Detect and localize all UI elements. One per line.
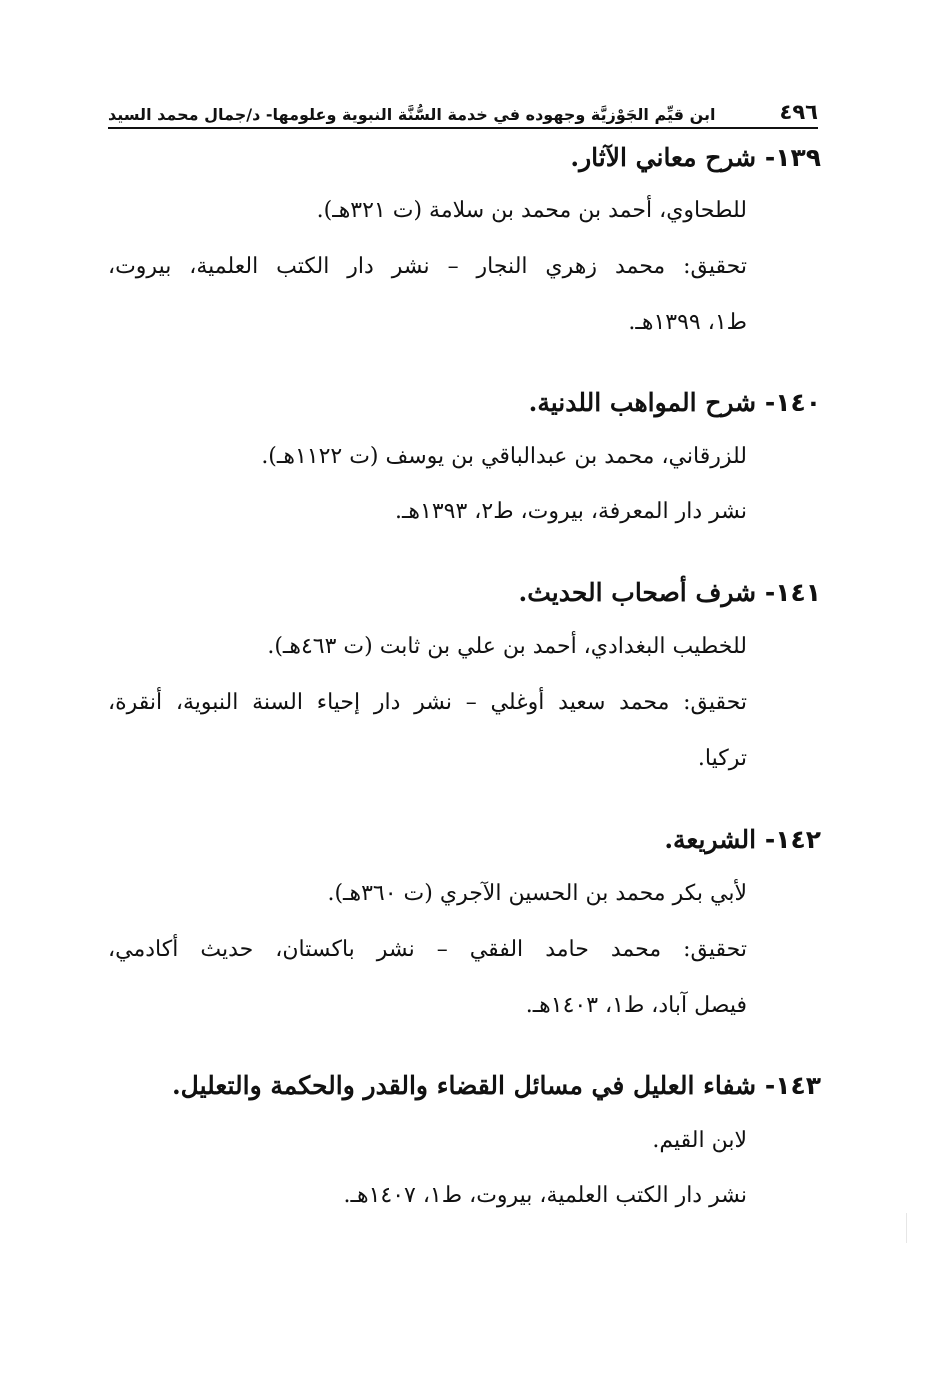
entry-title xyxy=(570,143,821,172)
entry-number: ١٤١- xyxy=(764,578,821,607)
entry-title xyxy=(519,578,821,607)
page-header xyxy=(108,93,818,129)
entry-line: للخطيب البغدادي، أحمد بن علي بن ثابت (ت ٤٦٣هـ). xyxy=(267,634,747,659)
entry-line: للزرقاني، محمد بن عبدالباقي بن يوسف (ت ١١٢٢هـ). xyxy=(261,444,747,469)
entry-line: نشر دار المعرفة، بيروت، ط٢، ١٣٩٣هـ. xyxy=(394,499,747,524)
entry-line: تحقيق: محمد زهري النجار – نشر دار الكتب العلمية، بيروت، xyxy=(108,254,747,279)
page-number: ٤٩٦ xyxy=(779,100,818,124)
entry-line: للطحاوي، أحمد بن محمد بن سلامة (ت ٣٢١هـ). xyxy=(316,198,747,223)
entry-line: تحقيق: محمد سعيد أوغلي – نشر دار إحياء السنة النبوية، أنقرة، xyxy=(108,690,747,715)
entry-line: فيصل آباد، ط١، ١٤٠٣هـ. xyxy=(525,993,747,1018)
running-title: ابن قيِّم الجَوْزيَّة وجهوده في خدمة السُّنَّة النبوية وعلومها- د/جمال محمد السيد xyxy=(108,105,716,124)
entry-line: نشر دار الكتب العلمية، بيروت، ط١، ١٤٠٧هـ. xyxy=(343,1183,747,1208)
entry-title xyxy=(529,388,821,417)
entry-line: تحقيق: محمد حامد الفقي – نشر باكستان، حديث أكادمي، xyxy=(108,937,747,962)
entry-title xyxy=(664,825,821,854)
entry-line: تركيا. xyxy=(697,746,747,771)
entry-line: لابن القيم. xyxy=(652,1128,747,1153)
entry-number: ١٤٣- xyxy=(764,1071,821,1100)
entry-title-text: شرف أصحاب الحديث. xyxy=(518,578,757,607)
entry-title xyxy=(172,1071,821,1100)
entry-number: ١٤٢- xyxy=(764,825,821,854)
entry-title-text: الشريعة. xyxy=(664,825,757,854)
entry-title-text: شرح معاني الآثار. xyxy=(570,143,757,172)
scan-edge-mark xyxy=(906,1213,907,1243)
entry-title-text: شرح المواهب اللدنية. xyxy=(528,388,757,417)
entry-line: ط١، ١٣٩٩هـ. xyxy=(628,310,747,335)
entry-title-text: شفاء العليل في مسائل القضاء والقدر والحكمة والتعليل. xyxy=(171,1071,757,1100)
entry-number: ١٣٩- xyxy=(764,143,821,172)
entry-line: لأبي بكر محمد بن الحسين الآجري (ت ٣٦٠هـ). xyxy=(327,881,747,906)
entry-number: ١٤٠- xyxy=(764,388,821,417)
